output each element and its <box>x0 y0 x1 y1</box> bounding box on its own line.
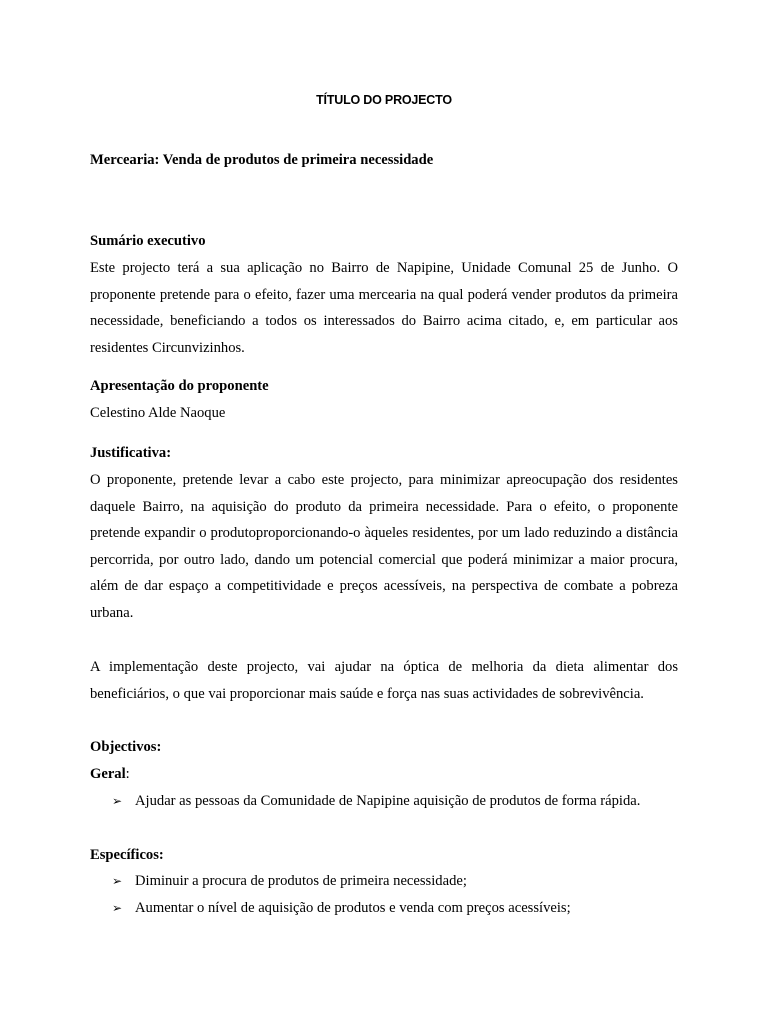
justification-heading: Justificativa: <box>90 445 172 461</box>
proponent-name: Celestino Alde Naoque <box>90 405 226 421</box>
general-objectives-list <box>90 788 678 815</box>
summary-heading: Sumário executivo <box>90 233 206 249</box>
specific-objectives-heading: Específicos: <box>90 847 164 863</box>
list-item <box>90 868 678 895</box>
specific-objective-text: Diminuir a procura de produtos de primeira necessidade; <box>135 873 467 889</box>
general-label: Geral <box>90 766 126 782</box>
project-subtitle: Mercearia: Venda de produtos de primeira necessidade <box>90 152 434 168</box>
general-objective-label <box>90 766 678 783</box>
proponent-heading: Apresentação do proponente <box>90 378 269 394</box>
objectives-heading: Objectivos: <box>90 739 162 755</box>
summary-paragraph: Este projecto terá a sua aplicação no Bairro de Napipine, Unidade Comunal 25 de Junho. O proponente pretende para o efeito, fazer uma mercearia na qual poderá vender produtos da primeira necessidade, beneficiando a todos os interessados do Bairro acima citado, e, em particular aos residentes Circunvizinhos. <box>90 260 678 356</box>
list-item <box>90 788 678 815</box>
arrow-bullet-icon: ➢ <box>112 900 123 915</box>
specific-objectives-list <box>90 868 678 921</box>
justification-paragraph-1: O proponente, pretende levar a cabo este projecto, para minimizar apreocupação dos residentes daquele Bairro, na aquisição do produto da primeira necessidade. Para o efeito, o proponente pretende expandir o produtoproporcionando-o àqueles residentes, por um lado reduzindo a distância percorrida, por outro lado, dando um potencial comercial que poderá minimizar a maior procura, além de dar espaço a competitividade e preços acessíveis, na perspectiva de combate a pobreza urbana. <box>90 472 678 621</box>
document-title: TÍTULO DO PROJECTO <box>316 93 452 107</box>
justification-paragraph-2: A implementação deste projecto, vai ajudar na óptica de melhoria da dieta alimentar dos beneficiários, o que vai proporcionar mais saúde e força nas suas actividades de sobrevivência. <box>90 659 678 702</box>
general-label-colon: : <box>125 766 130 782</box>
arrow-bullet-icon: ➢ <box>112 874 123 888</box>
list-item <box>90 895 678 922</box>
arrow-bullet-icon: ➢ <box>112 794 123 808</box>
specific-objective-text: Aumentar o nível de aquisição de produtos e venda com preços acessíveis; <box>135 899 571 916</box>
general-objective-text: Ajudar as pessoas da Comunidade de Napipine aquisição de produtos de forma rápida. <box>135 793 641 809</box>
